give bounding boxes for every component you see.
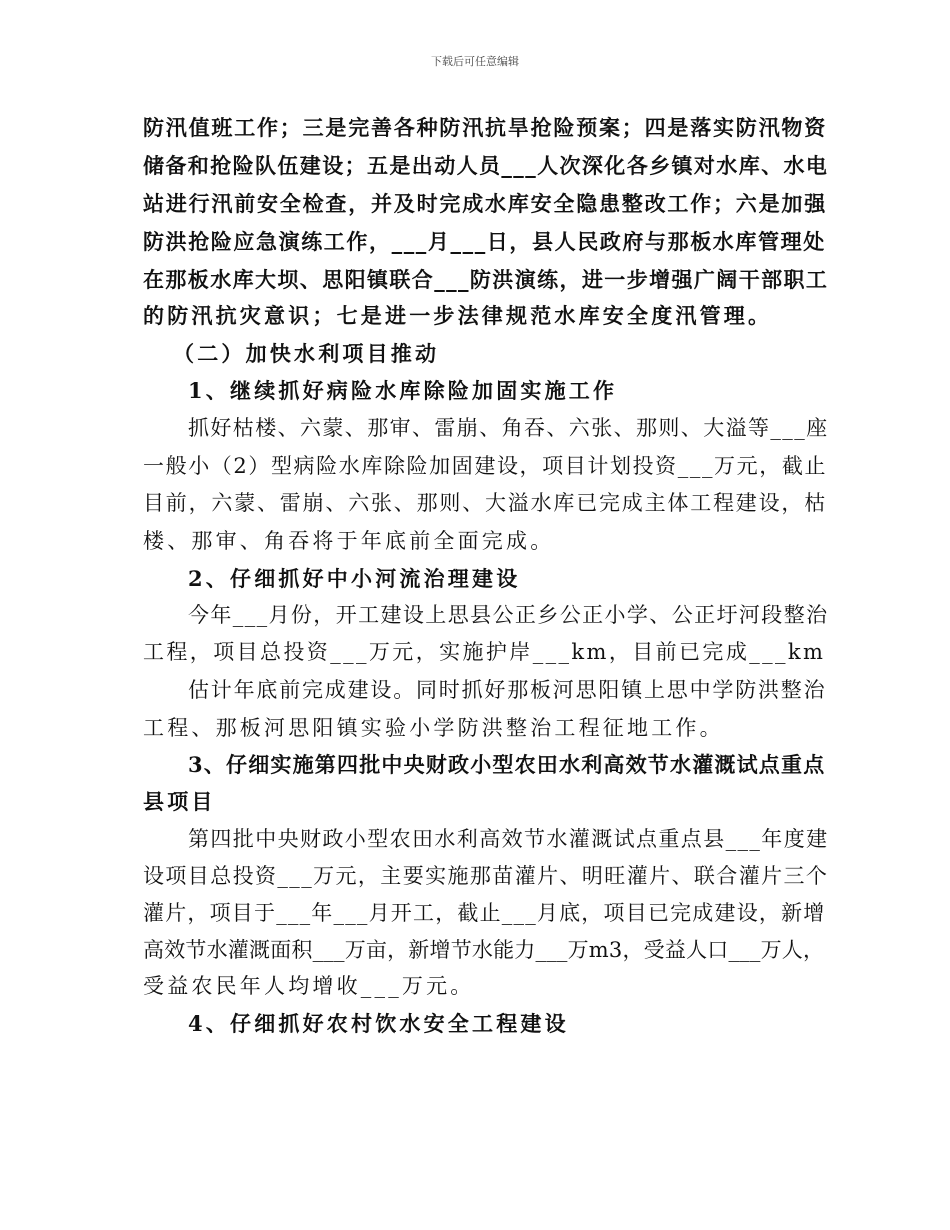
paragraph-line: 估计年底前完成建设。同时抓好那板河思阳镇上思中学防洪整治 [188, 678, 827, 702]
subsection-heading: 2、仔细抓好中小河流治理建设 [188, 566, 521, 591]
paragraph-line: 灌片，项目于___年___月开工，截止___月底，项目已完成建设，新增 [143, 901, 826, 925]
paragraph-line: 第四批中央财政小型农田水利高效节水灌溉试点重点县___年度建 [188, 827, 829, 851]
paragraph-line: 高效节水灌溉面积___万亩，新增节水能力___万m3，受益人口___万人， [143, 938, 825, 962]
paragraph-line: 防汛值班工作；三是完善各种防汛抗旱抢险预案；四是落实防汛物资 [143, 115, 827, 140]
paragraph-line: 一般小（2）型病险水库除险加固建设，项目计划投资___万元，截止 [143, 454, 828, 478]
paragraph-line: 在那板水库大坝、思阳镇联合___防洪演练，进一步增强广阔干部职工 [143, 267, 829, 292]
subsection-heading: 4、仔细抓好农村饮水安全工程建设 [188, 1011, 569, 1036]
paragraph-line: 工程，项目总投资___万元，实施护岸___km，目前已完成___km [143, 640, 826, 664]
subsection-heading: 3、仔细实施第四批中央财政小型农田水利高效节水灌溉试点重点 [188, 752, 826, 777]
paragraph-line: 目前，六蒙、雷崩、六张、那则、大溢水库已完成主体工程建设，枯 [143, 491, 827, 515]
section-heading: （二）加快水利项目推动 [173, 341, 440, 366]
paragraph-line: 楼、那审、角吞将于年底前全面完成。 [143, 529, 555, 553]
paragraph-line: 抓好枯楼、六蒙、那审、雷崩、角吞、六张、那则、大溢等___座 [188, 416, 829, 440]
paragraph-line: 的防汛抗灾意识；七是进一步法律规范水库安全度汛管理。 [143, 303, 773, 328]
paragraph-line: 站进行汛前安全检查，并及时完成水库安全隐患整改工作；六是加强 [143, 191, 827, 216]
paragraph-line: 防洪抢险应急演练工作，___月___日，县人民政府与那板水库管理处 [143, 229, 826, 254]
paragraph-line: 设项目总投资___万元，主要实施那苗灌片、明旺灌片、联合灌片三个 [143, 864, 829, 888]
paragraph-line: 储备和抢险队伍建设；五是出动人员___人次深化各乡镇对水库、水电 [143, 153, 829, 178]
paragraph-line: 今年___月份，开工建设上思县公正乡公正小学、公正圩河段整治 [188, 603, 829, 627]
page-header: 下载后可任意编辑 [431, 55, 519, 68]
paragraph-line: 工程、那板河思阳镇实验小学防洪整治工程征地工作。 [143, 716, 724, 740]
subsection-heading-continued: 县项目 [143, 789, 216, 814]
subsection-heading: 1、继续抓好病险水库除险加固实施工作 [188, 378, 618, 403]
paragraph-line: 受益农民年人均增收___万元。 [143, 974, 475, 998]
